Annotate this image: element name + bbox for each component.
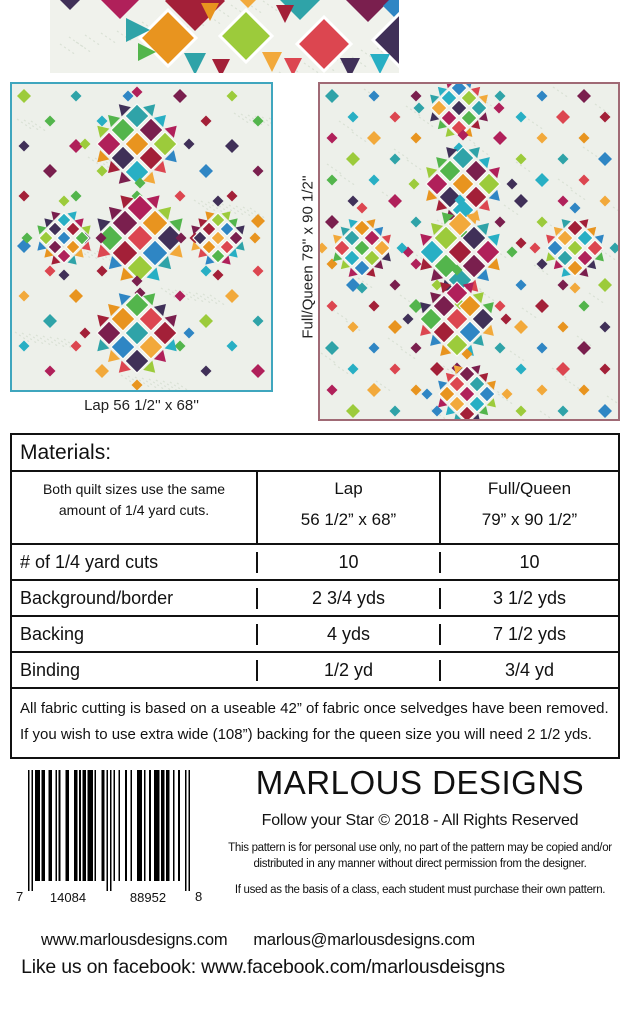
materials-note-cell xyxy=(12,472,258,543)
row-lap-value: 4 yds xyxy=(258,624,441,645)
lap-quilt-photo xyxy=(10,82,273,392)
full-queen-quilt-illustration xyxy=(320,84,618,419)
full-queen-column-size: 79” x 90 1/2” xyxy=(481,510,578,529)
contact-line xyxy=(8,931,508,950)
materials-table xyxy=(10,433,620,759)
row-label: # of 1/4 yard cuts xyxy=(12,552,258,573)
publisher-block xyxy=(213,766,627,899)
materials-footnotes xyxy=(12,689,618,757)
barcode-left-group: 14084 xyxy=(49,890,87,905)
table-row-backing xyxy=(12,617,618,653)
full-queen-quilt-photo xyxy=(318,82,620,421)
footnote-fabric-width: All fabric cutting is based on a useable 42” of fabric once selvedges have been removed. xyxy=(20,700,609,717)
row-full-queen-value: 3 1/2 yds xyxy=(492,587,567,608)
barcode-right-digit: 8 xyxy=(195,889,203,904)
barcode-bars xyxy=(28,770,190,891)
full-queen-column-header xyxy=(441,472,618,543)
materials-note-text: Both quilt sizes use the same amount of 1/4 yard cuts. xyxy=(42,481,226,518)
personal-use-legal-text: This pattern is for personal use only, no part of the pattern may be copied and/or distributed in any manner without direct permission from the designer. xyxy=(228,842,612,870)
lap-column-header xyxy=(258,472,441,543)
full-queen-column-name: Full/Queen xyxy=(487,479,572,498)
lap-column-name: Lap xyxy=(334,479,363,498)
row-full-queen-value: 7 1/2 yds xyxy=(492,623,567,644)
email-address: marlous@marlousdesigns.com xyxy=(253,931,475,949)
quilt-banner-image xyxy=(50,0,399,73)
table-row-yard-cuts xyxy=(12,545,618,581)
row-label: Backing xyxy=(12,624,258,645)
materials-table-title: Materials: xyxy=(12,435,618,472)
row-lap-value: 1/2 yd xyxy=(258,660,441,681)
row-lap-value: 10 xyxy=(258,552,441,573)
copyright-line: Follow your Star © 2018 - All Rights Reserved xyxy=(261,812,579,829)
website-url: www.marlousdesigns.com xyxy=(41,931,228,949)
row-full-queen-value: 3/4 yd xyxy=(504,659,555,680)
publisher-name: MARLOUS DESIGNS xyxy=(255,764,585,801)
row-label: Background/border xyxy=(12,588,258,609)
upc-barcode xyxy=(14,768,220,908)
table-row-binding xyxy=(12,653,618,689)
facebook-line: Like us on facebook: www.facebook.com/marlousdeisgns xyxy=(21,956,505,978)
lap-column-size: 56 1/2” x 68” xyxy=(300,510,397,529)
row-full-queen-value: 10 xyxy=(519,551,540,572)
barcode-left-digit: 7 xyxy=(16,889,24,904)
table-row-background-border xyxy=(12,581,618,617)
full-queen-quilt-caption: Full/Queen 79'' x 90 1/2'' xyxy=(299,175,317,339)
footnote-wide-backing: If you wish to use extra wide (108”) backing for the queen size you will need 2 1/2 yds. xyxy=(20,726,592,743)
lap-quilt-caption: Lap 56 1/2'' x 68'' xyxy=(84,397,199,414)
materials-header-row xyxy=(12,472,618,545)
class-use-legal-text: If used as the basis of a class, each student must purchase their own pattern. xyxy=(234,884,606,897)
row-label: Binding xyxy=(12,660,258,681)
row-lap-value: 2 3/4 yds xyxy=(258,588,441,609)
barcode-right-group: 88952 xyxy=(129,890,167,905)
lap-quilt-illustration xyxy=(12,84,271,390)
